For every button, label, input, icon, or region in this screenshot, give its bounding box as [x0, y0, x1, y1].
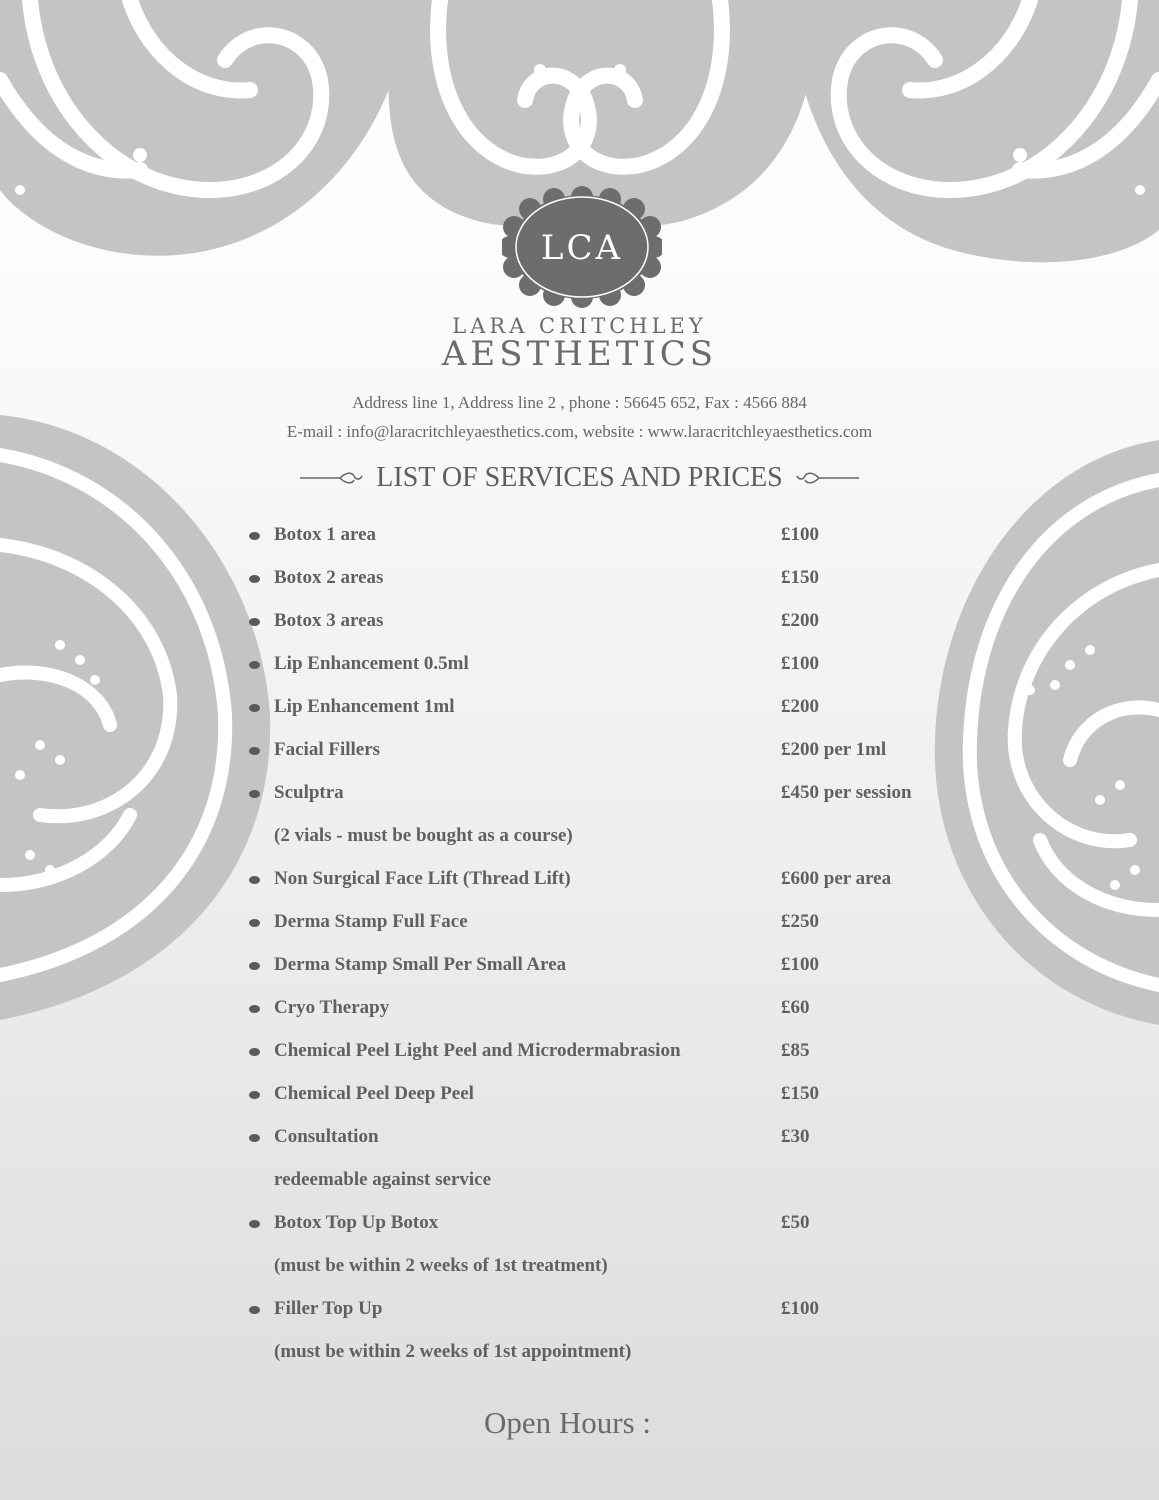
bullet-icon [249, 1048, 260, 1056]
service-price: £30 [781, 1126, 810, 1147]
service-name: Lip Enhancement 0.5ml [274, 653, 469, 674]
bullet-icon [249, 790, 260, 798]
service-price: £600 per area [781, 868, 892, 889]
services-heading [0, 462, 1159, 494]
bullet-icon [249, 747, 260, 755]
brand-name-line1: LARA CRITCHLEY [452, 314, 707, 338]
service-name: Botox 1 area [274, 524, 377, 545]
open-hours-label: Open Hours : [484, 1405, 652, 1440]
service-row [247, 868, 967, 898]
service-row [247, 997, 967, 1027]
bullet-icon [249, 575, 260, 583]
service-price: £100 [781, 954, 819, 975]
service-price: £200 [781, 696, 819, 717]
contact-email-website: E-mail : info@laracritchleyaesthetics.com, website : www.laracritchleyaesthetics.com [286, 422, 873, 441]
bullet-icon [249, 1220, 260, 1228]
brand-name-line2: AESTHETICS [441, 334, 718, 374]
left-swirl-ornament [0, 415, 280, 1025]
right-title-flourish [795, 471, 859, 485]
service-price: £150 [781, 567, 819, 588]
contact-address: Address line 1, Address line 2 , phone : 56645 652, Fax : 4566 884 [352, 393, 807, 412]
service-note: (2 vials - must be bought as a course) [274, 825, 573, 846]
service-price: £150 [781, 1083, 819, 1104]
service-price: £100 [781, 524, 819, 545]
left-title-flourish [300, 471, 364, 485]
bullet-icon [249, 1005, 260, 1013]
service-price: £250 [781, 911, 819, 932]
service-name: Lip Enhancement 1ml [274, 696, 455, 717]
service-note: (must be within 2 weeks of 1st treatment) [274, 1255, 608, 1276]
service-row [247, 1040, 967, 1070]
service-row [247, 567, 967, 597]
service-price: £60 [781, 997, 810, 1018]
lca-logo-badge [502, 185, 662, 309]
service-name: Botox 3 areas [274, 610, 384, 631]
service-row [247, 524, 967, 554]
service-note: redeemable against service [274, 1169, 492, 1190]
bullet-icon [249, 1306, 260, 1314]
service-name: Non Surgical Face Lift (Thread Lift) [274, 868, 571, 889]
bullet-icon [249, 1091, 260, 1099]
service-name: Botox 2 areas [274, 567, 384, 588]
service-price: £200 [781, 610, 819, 631]
service-row [247, 1212, 967, 1242]
service-name: Sculptra [274, 782, 344, 803]
logo-text: LCA [540, 228, 624, 268]
bullet-icon [249, 532, 260, 540]
bullet-icon [249, 919, 260, 927]
service-row [247, 1083, 967, 1113]
service-name: Consultation [274, 1126, 379, 1147]
service-price: £200 per 1ml [781, 739, 887, 760]
service-price: £450 per session [781, 782, 912, 803]
bullet-icon [249, 618, 260, 626]
service-name: Filler Top Up [274, 1298, 383, 1319]
service-row [247, 1298, 967, 1328]
service-price: £85 [781, 1040, 810, 1061]
service-row [247, 1126, 967, 1156]
services-title: LIST OF SERVICES AND PRICES [376, 462, 783, 493]
service-note: (must be within 2 weeks of 1st appointment) [274, 1341, 632, 1362]
bullet-icon [249, 1134, 260, 1142]
service-name: Chemical Peel Light Peel and Microdermabrasion [274, 1040, 681, 1061]
bullet-icon [249, 876, 260, 884]
service-row [247, 610, 967, 640]
service-price: £100 [781, 653, 819, 674]
service-price: £100 [781, 1298, 819, 1319]
bullet-icon [249, 962, 260, 970]
service-name: Botox Top Up Botox [274, 1212, 439, 1233]
service-row [247, 911, 967, 941]
service-name: Facial Fillers [274, 739, 381, 760]
service-row [247, 954, 967, 984]
bullet-icon [249, 661, 260, 669]
service-row [247, 696, 967, 726]
service-row [247, 653, 967, 683]
service-name: Chemical Peel Deep Peel [274, 1083, 474, 1104]
service-name: Cryo Therapy [274, 997, 390, 1018]
service-name: Derma Stamp Small Per Small Area [274, 954, 567, 975]
service-price: £50 [781, 1212, 810, 1233]
service-name: Derma Stamp Full Face [274, 911, 468, 932]
bullet-icon [249, 704, 260, 712]
service-row [247, 782, 967, 812]
service-row [247, 739, 967, 769]
